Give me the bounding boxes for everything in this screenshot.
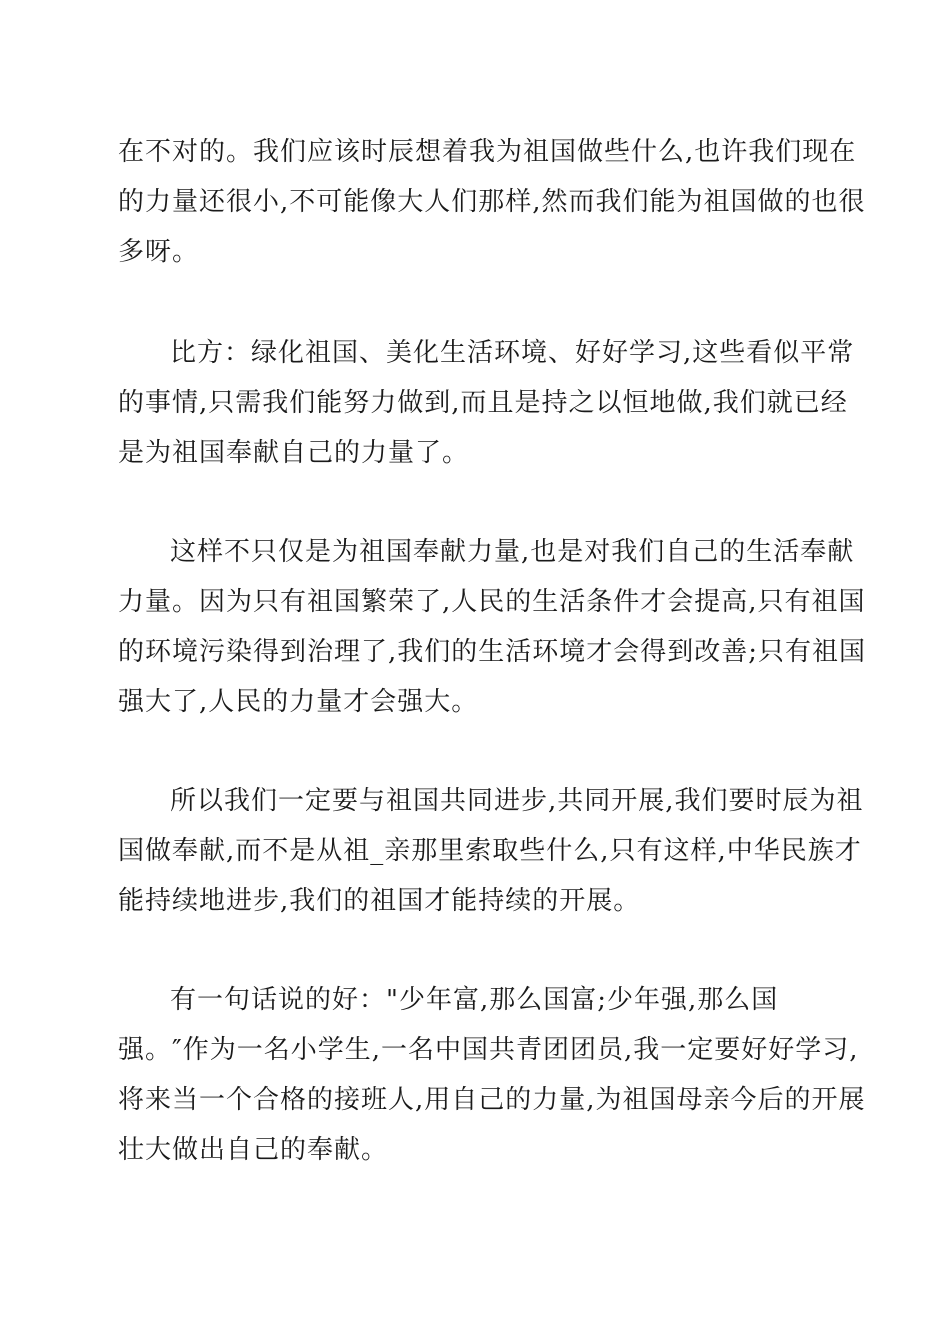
paragraph-2 — [118, 328, 855, 478]
paragraph-line: 能持续地进步,我们的祖国才能持续的开展。 — [118, 886, 641, 916]
paragraph-line: 所以我们一定要与祖国共同进步,共同开展,我们要时辰为祖 — [170, 786, 864, 816]
paragraph-line: 壮大做出自己的奉献。 — [118, 1135, 389, 1165]
paragraph-line: 强大了,人民的力量才会强大。 — [118, 687, 479, 717]
paragraph-5 — [118, 975, 866, 1175]
paragraph-line: 多呀。 — [118, 237, 200, 267]
paragraph-line: 将来当一个合格的接班人,用自己的力量,为祖国母亲今后的开展 — [118, 1085, 866, 1115]
paragraph-line: 的环境污染得到治理了,我们的生活环境才会得到改善;只有祖国 — [118, 637, 867, 667]
paragraph-line: 有一句话说的好："少年富,那么国富;少年强,那么国 — [170, 985, 779, 1015]
paragraph-1 — [118, 127, 866, 277]
paragraph-3 — [118, 527, 867, 727]
paragraph-line: 是为祖国奉献自己的力量了。 — [118, 438, 470, 468]
paragraph-line: 的力量还很小,不可能像大人们那样,然而我们能为祖国做的也很 — [118, 187, 866, 217]
paragraph-line: 力量。因为只有祖国繁荣了,人民的生活条件才会提高,只有祖国 — [118, 587, 866, 617]
paragraph-line: 在不对的。我们应该时辰想着我为祖国做些什么,也许我们现在 — [118, 137, 857, 167]
paragraph-line: 的事情,只需我们能努力做到,而且是持之以恒地做,我们就已经 — [118, 388, 848, 418]
paragraph-line: 这样不只仅是为祖国奉献力量,也是对我们自己的生活奉献 — [170, 537, 855, 567]
paragraph-line: 强。″作为一名小学生,一名中国共青团团员,我一定要好好学习, — [118, 1035, 859, 1065]
paragraph-4 — [118, 776, 864, 926]
paragraph-line: 比方：绿化祖国、美化生活环境、好好学习,这些看似平常 — [170, 338, 855, 368]
paragraph-line: 国做奉献,而不是从祖_亲那里索取些什么,只有这样,中华民族才 — [118, 836, 862, 866]
